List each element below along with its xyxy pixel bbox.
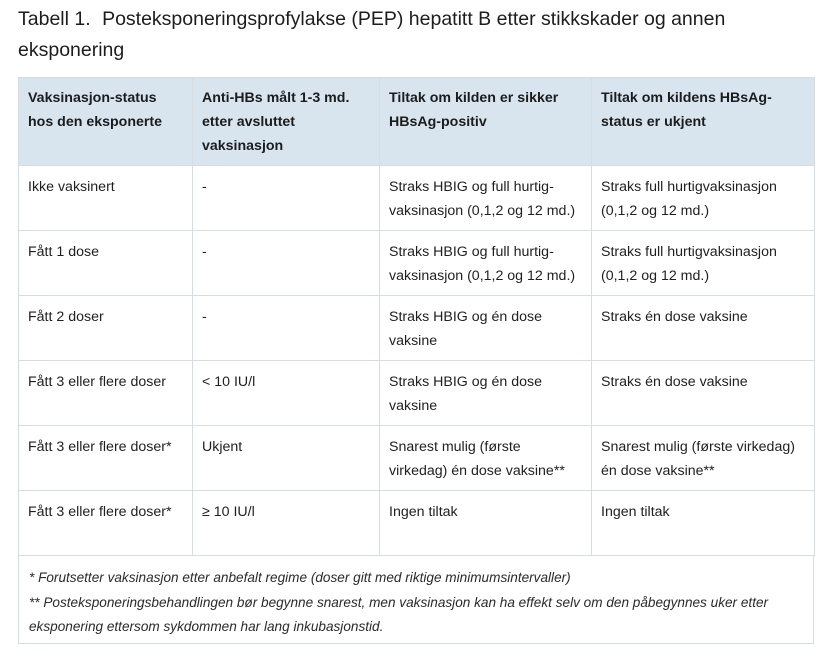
cell-anti-hbs: - (193, 231, 380, 296)
footnote-single-asterisk: * Forutsetter vaksinasjon etter anbefalt regime (doser gitt med riktige minimumsintervaller) (29, 570, 571, 585)
cell-source-positive: Snarest mulig (første virkedag) én dose vaksine** (380, 426, 592, 491)
cell-source-unknown: Ingen tiltak (592, 491, 815, 556)
cell-anti-hbs: - (193, 166, 380, 231)
cell-source-positive: Ingen tiltak (380, 491, 592, 556)
cell-source-positive: Straks HBIG og full hurtig-vaksinasjon (0,1,2 og 12 md.) (380, 166, 592, 231)
footnote-double-asterisk: ** Posteksponeringsbehandlingen bør begynne snarest, men vaksinasjon kan ha effekt selv om den påbegynnes uker etter eksponering ettersom sykdommen har lang inkubasjonstid. (29, 594, 769, 634)
cell-source-positive: Straks HBIG og én dose vaksine (380, 361, 592, 426)
table-footnotes (18, 556, 814, 644)
cell-vaccination-status: Ikke vaksinert (19, 166, 193, 231)
table-row (19, 426, 815, 491)
table-row (19, 231, 815, 296)
cell-source-unknown: Straks full hurtigvaksinasjon (0,1,2 og 12 md.) (592, 231, 815, 296)
header-vaccination-status: Vaksinasjon-status hos den eksponerte (19, 78, 193, 166)
header-row (19, 78, 815, 166)
pep-table (18, 77, 815, 556)
cell-source-positive: Straks HBIG og full hurtig-vaksinasjon (0,1,2 og 12 md.) (380, 231, 592, 296)
table-number: Tabell 1. (18, 8, 91, 30)
cell-vaccination-status: Fått 1 dose (19, 231, 193, 296)
cell-source-unknown: Snarest mulig (første virkedag) én dose vaksine** (592, 426, 815, 491)
cell-source-unknown: Straks full hurtigvaksinasjon (0,1,2 og 12 md.) (592, 166, 815, 231)
cell-source-positive: Straks HBIG og én dose vaksine (380, 296, 592, 361)
table-title (18, 4, 818, 66)
table-row (19, 361, 815, 426)
table-title-text: Posteksponeringsprofylakse (PEP) hepatitt B etter stikkskader og annen eksponering (18, 8, 726, 61)
cell-anti-hbs: - (193, 296, 380, 361)
cell-anti-hbs: < 10 IU/l (193, 361, 380, 426)
cell-vaccination-status: Fått 2 doser (19, 296, 193, 361)
cell-vaccination-status: Fått 3 eller flere doser* (19, 426, 193, 491)
table-body (19, 166, 815, 556)
table-row (19, 296, 815, 361)
cell-source-unknown: Straks én dose vaksine (592, 296, 815, 361)
cell-source-unknown: Straks én dose vaksine (592, 361, 815, 426)
table-row (19, 491, 815, 556)
cell-anti-hbs: ≥ 10 IU/l (193, 491, 380, 556)
table-header (19, 78, 815, 166)
header-source-positive: Tiltak om kilden er sikker HBsAg-positiv (380, 78, 592, 166)
cell-anti-hbs: Ukjent (193, 426, 380, 491)
cell-vaccination-status: Fått 3 eller flere doser (19, 361, 193, 426)
cell-vaccination-status: Fått 3 eller flere doser* (19, 491, 193, 556)
header-anti-hbs: Anti-HBs målt 1-3 md. etter avsluttet vaksinasjon (193, 78, 380, 166)
header-source-unknown: Tiltak om kildens HBsAg-status er ukjent (592, 78, 815, 166)
table-row (19, 166, 815, 231)
